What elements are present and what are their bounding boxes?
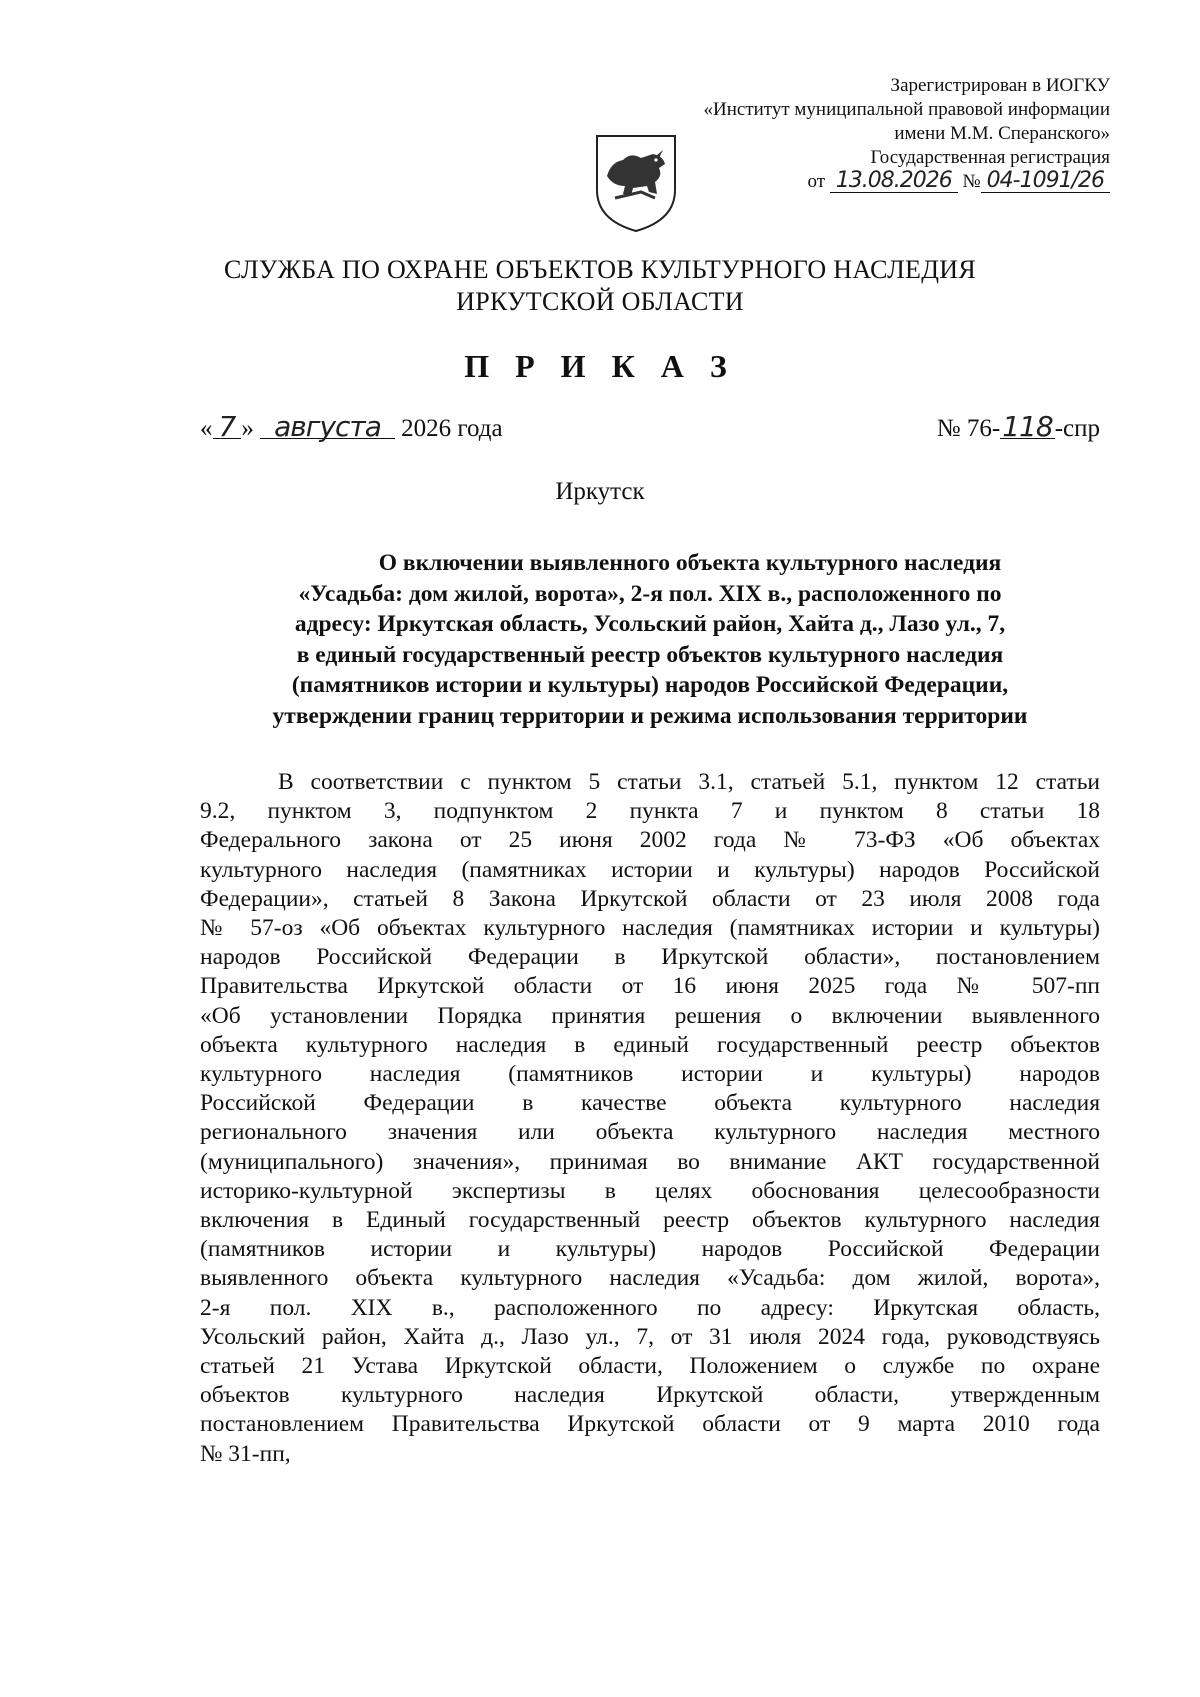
body-line: постановлением Правительства Иркутской области от 9 марта 2010 года: [200, 1411, 1100, 1438]
body-line: регионального значения или объекта культурного наследия местного: [200, 1119, 1100, 1146]
body-line: Российской Федерации в качестве объекта культурного наследия: [200, 1090, 1100, 1117]
body-line: объектов культурного наследия Иркутской области, утвержденным: [200, 1382, 1100, 1409]
body-line: Федерации», статьей 8 Закона Иркутской области от 23 июля 2008 года: [200, 885, 1100, 912]
order-day: 7: [213, 416, 242, 439]
order-subject: [200, 548, 1100, 731]
subject-line: утверждении границ территории и режима использования территории: [272, 702, 1028, 729]
body-line: 2-я пол. XIX в., расположенного по адресу: Иркутская область,: [200, 1294, 1100, 1321]
order-number-prefix: № 76-: [936, 415, 1001, 442]
body-line: выявленного объекта культурного наследия «Усадьба: дом жилой, ворота»,: [200, 1265, 1100, 1292]
registration-number: 04-1091/26: [981, 170, 1110, 193]
subject-line: О включении выявленного объекта культурного наследия: [378, 550, 1002, 576]
body-line: 9.2, пунктом 3, подпунктом 2 пункта 7 и пунктом 8 статьи 18: [200, 798, 1100, 825]
body-line: включения в Единый государственный реестр объектов культурного наследия: [200, 1207, 1100, 1234]
registration-number-label: №: [962, 171, 981, 192]
body-line: культурного наследия (памятников истории и культуры) народов: [200, 1061, 1100, 1088]
body-line: В соответствии с пунктом 5 статьи 3.1, статьей 5.1, пунктом 12 статьи: [278, 769, 1100, 795]
agency-name-line-1: СЛУЖБА ПО ОХРАНЕ ОБЪЕКТОВ КУЛЬТУРНОГО НАСЛЕДИЯ: [224, 255, 976, 284]
order-preamble: [200, 768, 1100, 1469]
body-line: (памятников истории и культуры) народов Российской Федерации: [200, 1236, 1100, 1263]
body-line: статьей 21 Устава Иркутской области, Положением о службе по охране: [200, 1353, 1100, 1380]
body-line: № 31-пп,: [200, 1440, 291, 1467]
registration-from-label: от: [807, 171, 826, 192]
registration-line-2: «Институт муниципальной правовой информации: [703, 99, 1110, 120]
body-line: Усольский район, Хайта д., Лазо ул., 7, от 31 июля 2024 года, руководствуясь: [200, 1323, 1100, 1350]
agency-name-line-2: ИРКУТСКОЙ ОБЛАСТИ: [456, 287, 744, 316]
subject-line: (памятников истории и культуры) народов Российской Федерации,: [291, 672, 1009, 698]
registration-line-4: Государственная регистрация: [870, 147, 1110, 168]
body-line: «Об установлении Порядка принятия решения о включении выявленного: [200, 1002, 1100, 1029]
order-number-suffix: -спр: [1054, 415, 1100, 442]
body-line: (муниципального) значения», принимая во внимание АКТ государственной: [200, 1148, 1100, 1175]
body-line: народов Российской Федерации в Иркутской области», постановлением: [200, 944, 1100, 971]
body-line: Федерального закона от 25 июня 2002 года № 73-ФЗ «Об объектах: [200, 827, 1100, 854]
body-line: историко-культурной экспертизы в целях обоснования целесообразности: [200, 1177, 1100, 1204]
subject-line: «Усадьба: дом жилой, ворота», 2-я пол. XIX в., расположенного по: [298, 580, 1002, 607]
subject-line: в единый государственный реестр объектов культурного наследия: [296, 641, 1004, 668]
order-year: 2026 года: [401, 415, 503, 442]
registration-line-3: имени М.М. Сперанского»: [894, 123, 1110, 144]
order-date-quote-close: »: [241, 415, 254, 442]
order-date: [200, 410, 503, 443]
body-line: Правительства Иркутской области от 16 июня 2025 года № 507-пп: [200, 973, 1100, 1000]
registration-line-1: Зарегистрирован в ИОГКУ: [890, 75, 1110, 96]
irkutsk-coat-of-arms-icon: [593, 132, 679, 234]
document-type-title: П Р И К А З: [464, 348, 736, 384]
body-line: № 57-оз «Об объектах культурного наследия (памятниках истории и культуры): [200, 915, 1100, 942]
order-number-hand: 118: [1002, 410, 1053, 443]
agency-name: [0, 254, 1200, 318]
order-date-quote-open: «: [200, 415, 213, 442]
registration-date: 13.08.2026: [830, 170, 958, 193]
order-number: [936, 410, 1100, 443]
body-line: объекта культурного наследия в единый государственный реестр объектов: [200, 1031, 1100, 1058]
body-line: культурного наследия (памятниках истории и культуры) народов Российской: [200, 856, 1100, 883]
order-month: августа: [260, 416, 395, 439]
subject-line: адресу: Иркутская область, Усольский район, Хайта д., Лазо ул., 7,: [294, 611, 1006, 637]
city-name: Иркутск: [555, 478, 645, 505]
